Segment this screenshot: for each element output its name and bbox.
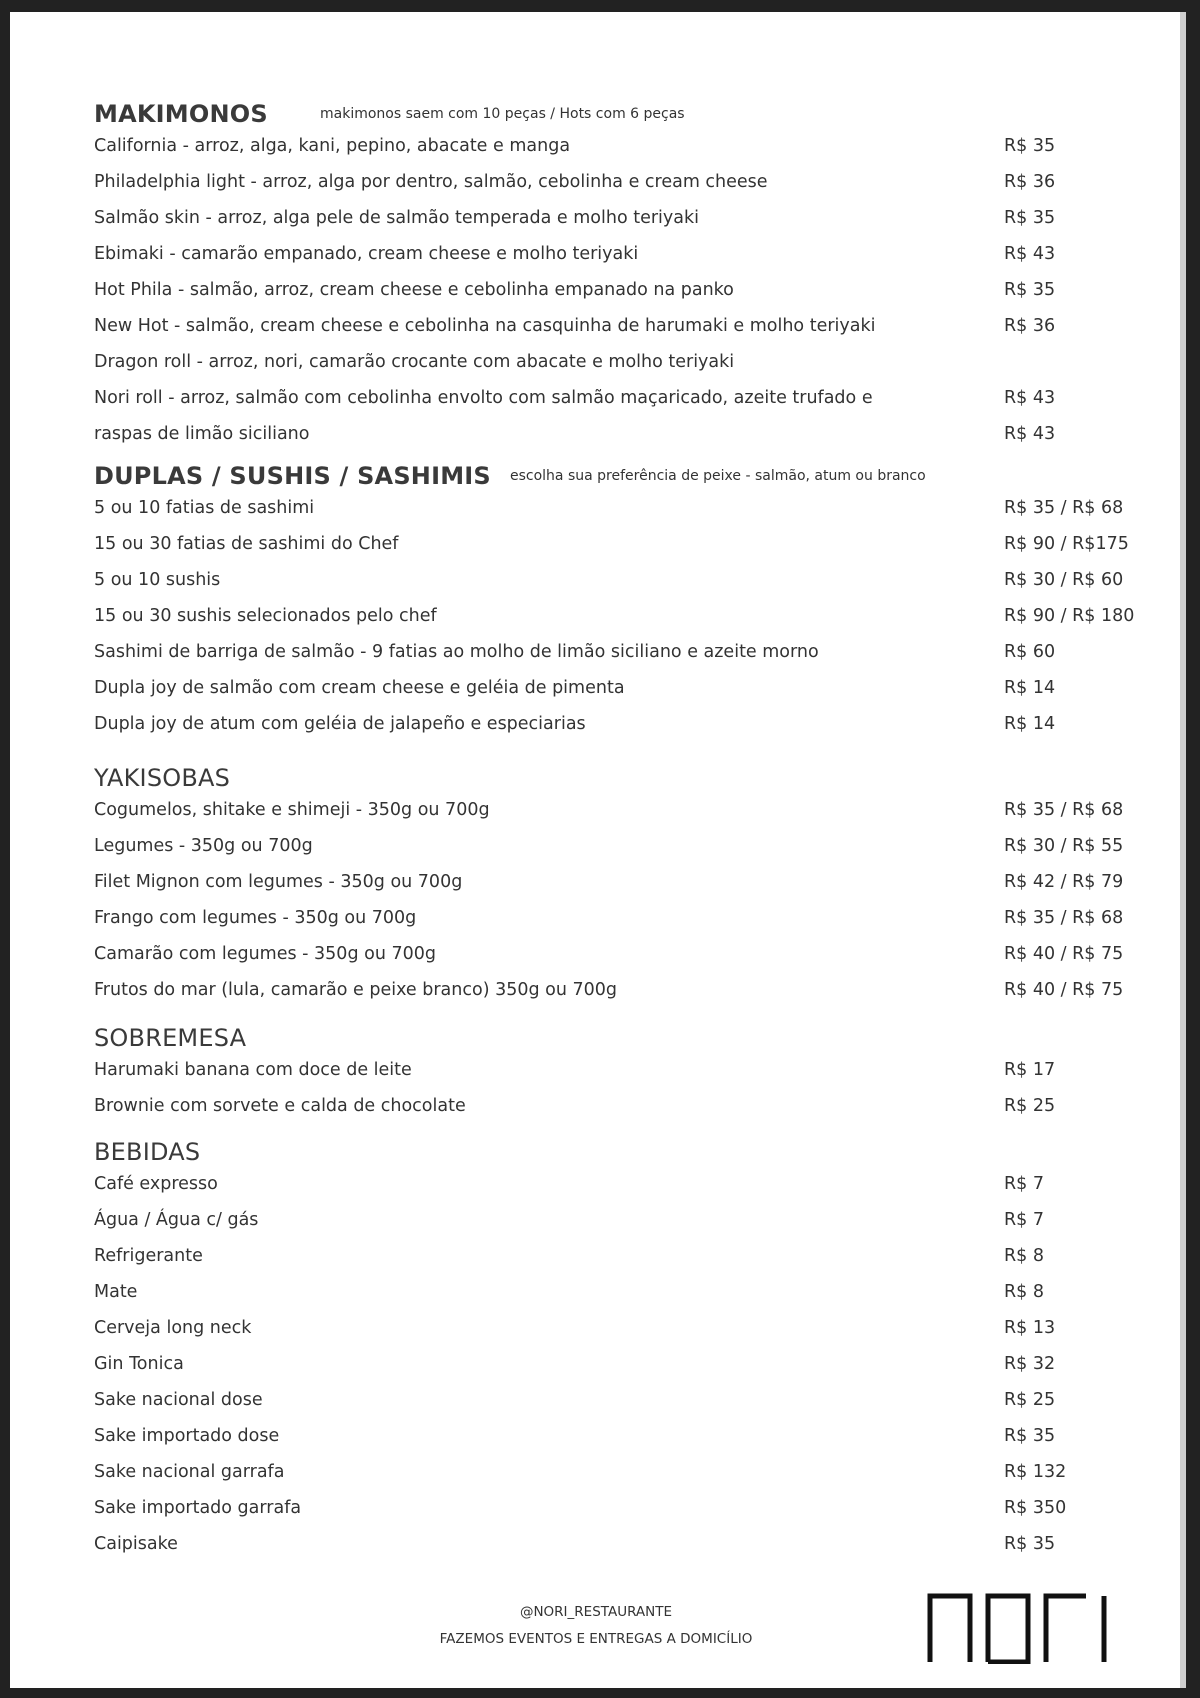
- item-name: Caipisake: [94, 1534, 178, 1554]
- footer-tagline: FAZEMOS EVENTOS E ENTREGAS A DOMICÍLIO: [439, 1631, 753, 1647]
- scrollbar[interactable]: [1180, 12, 1186, 1688]
- item-name: Refrigerante: [94, 1246, 203, 1266]
- item-price: R$ 7: [1004, 1174, 1044, 1194]
- item-name: Cerveja long neck: [94, 1318, 252, 1338]
- item-name: Salmão skin - arroz, alga pele de salmão temperada e molho teriyaki: [94, 208, 699, 228]
- item-price: R$ 43: [1004, 244, 1056, 264]
- item-name: Frango com legumes - 350g ou 700g: [94, 908, 417, 928]
- item-price: R$ 90 / R$ 180: [1004, 606, 1135, 626]
- item-price: R$ 8: [1004, 1246, 1044, 1266]
- item-name: Brownie com sorvete e calda de chocolate: [94, 1096, 466, 1116]
- item-list: [94, 1054, 1184, 1126]
- item-name: 15 ou 30 sushis selecionados pelo chef: [94, 606, 437, 626]
- item-price: R$ 35 / R$ 68: [1004, 800, 1124, 820]
- item-name: Sake importado dose: [94, 1426, 280, 1446]
- item-name: Cogumelos, shitake e shimeji - 350g ou 700g: [94, 800, 490, 820]
- menu-item: [94, 1276, 1184, 1312]
- item-price: R$ 30 / R$ 60: [1004, 570, 1124, 590]
- menu-item: [94, 382, 1184, 418]
- menu-item: [94, 830, 1184, 866]
- item-name: Gin Tonica: [94, 1354, 184, 1374]
- item-price: R$ 25: [1004, 1390, 1056, 1410]
- menu-item: [94, 600, 1184, 636]
- instagram-handle: @NORI_RESTAURANTE: [519, 1604, 673, 1620]
- item-name: Sake nacional dose: [94, 1390, 263, 1410]
- menu-item: [94, 1054, 1184, 1090]
- section-duplas: [94, 458, 1184, 744]
- section-header: [94, 458, 1184, 492]
- item-price: R$ 13: [1004, 1318, 1056, 1338]
- section-header: [94, 1020, 1184, 1054]
- menu-item: [94, 1492, 1184, 1528]
- item-name: Nori roll - arroz, salmão com cebolinha envolto com salmão maçaricado, azeite trufado e: [94, 388, 873, 408]
- item-price: R$ 43: [1004, 424, 1056, 444]
- section-note: makimonos saem com 10 peças / Hots com 6 peças: [320, 106, 685, 122]
- item-price: R$ 60: [1004, 642, 1056, 662]
- menu-item: [94, 1090, 1184, 1126]
- item-name: Água / Água c/ gás: [94, 1210, 259, 1230]
- menu-item: [94, 1528, 1184, 1564]
- section-sobremesa: [94, 1020, 1184, 1126]
- item-list: [94, 1168, 1184, 1564]
- item-price: R$ 42 / R$ 79: [1004, 872, 1124, 892]
- item-name: Dupla joy de salmão com cream cheese e geléia de pimenta: [94, 678, 625, 698]
- section-header: [94, 760, 1184, 794]
- section-header: [94, 1134, 1184, 1168]
- menu-item: [94, 492, 1184, 528]
- item-name: Camarão com legumes - 350g ou 700g: [94, 944, 436, 964]
- item-name: Sashimi de barriga de salmão - 9 fatias ao molho de limão siciliano e azeite morno: [94, 642, 819, 662]
- section-title: YAKISOBAS: [94, 764, 231, 792]
- menu-item: [94, 1168, 1184, 1204]
- menu-item: [94, 528, 1184, 564]
- section-header: [94, 96, 1184, 130]
- section-title: BEBIDAS: [94, 1138, 201, 1166]
- item-name: Dragon roll - arroz, nori, camarão crocante com abacate e molho teriyaki: [94, 352, 735, 372]
- item-name: Café expresso: [94, 1174, 218, 1194]
- item-price: R$ 36: [1004, 316, 1056, 336]
- item-price: R$ 35: [1004, 280, 1056, 300]
- item-price: R$ 14: [1004, 714, 1056, 734]
- item-list: [94, 130, 1184, 454]
- menu-item: [94, 346, 1184, 382]
- item-list: [94, 794, 1184, 1010]
- menu-item: [94, 938, 1184, 974]
- menu-item: [94, 866, 1184, 902]
- menu-item: [94, 974, 1184, 1010]
- menu-item: [94, 1312, 1184, 1348]
- section-note: escolha sua preferência de peixe - salmão, atum ou branco: [510, 468, 926, 484]
- menu-item: [94, 310, 1184, 346]
- menu-item: [94, 130, 1184, 166]
- menu-item: [94, 274, 1184, 310]
- item-name: Mate: [94, 1282, 138, 1302]
- item-price: R$ 14: [1004, 678, 1056, 698]
- item-name: New Hot - salmão, cream cheese e cebolinha na casquinha de harumaki e molho teriyaki: [94, 316, 876, 336]
- menu-item: [94, 564, 1184, 600]
- menu-item: [94, 1456, 1184, 1492]
- item-price: R$ 17: [1004, 1060, 1056, 1080]
- menu-page: [10, 12, 1186, 1688]
- section-title: DUPLAS / SUSHIS / SASHIMIS: [94, 462, 491, 490]
- item-name: California - arroz, alga, kani, pepino, abacate e manga: [94, 136, 571, 156]
- item-price: R$ 35: [1004, 136, 1056, 156]
- section-makimonos: [94, 96, 1184, 454]
- item-name: Dupla joy de atum com geléia de jalapeño e especiarias: [94, 714, 586, 734]
- item-name: 5 ou 10 sushis: [94, 570, 221, 590]
- section-title: SOBREMESA: [94, 1024, 247, 1052]
- menu-item: [94, 1420, 1184, 1456]
- item-name: Filet Mignon com legumes - 350g ou 700g: [94, 872, 463, 892]
- item-price: R$ 8: [1004, 1282, 1044, 1302]
- menu-item: [94, 672, 1184, 708]
- item-name: Sake importado garrafa: [94, 1498, 302, 1518]
- item-price: R$ 40 / R$ 75: [1004, 980, 1124, 1000]
- item-price: R$ 35: [1004, 1534, 1056, 1554]
- section-bebidas: [94, 1134, 1184, 1564]
- item-price: R$ 132: [1004, 1462, 1067, 1482]
- item-list: [94, 492, 1184, 744]
- item-price: R$ 35: [1004, 1426, 1056, 1446]
- item-name: Hot Phila - salmão, arroz, cream cheese e cebolinha empanado na panko: [94, 280, 734, 300]
- item-name: 5 ou 10 fatias de sashimi: [94, 498, 315, 518]
- item-price: R$ 32: [1004, 1354, 1056, 1374]
- item-price: R$ 30 / R$ 55: [1004, 836, 1124, 856]
- nori-logo: [926, 1592, 1126, 1664]
- item-price: R$ 7: [1004, 1210, 1044, 1230]
- item-price: R$ 35: [1004, 208, 1056, 228]
- item-name: Sake nacional garrafa: [94, 1462, 285, 1482]
- menu-item: [94, 1384, 1184, 1420]
- item-price: R$ 36: [1004, 172, 1056, 192]
- item-name: Harumaki banana com doce de leite: [94, 1060, 412, 1080]
- section-title: MAKIMONOS: [94, 100, 268, 128]
- item-name: Ebimaki - camarão empanado, cream cheese e molho teriyaki: [94, 244, 639, 264]
- menu-item: [94, 1240, 1184, 1276]
- item-price: R$ 35 / R$ 68: [1004, 908, 1124, 928]
- item-name: 15 ou 30 fatias de sashimi do Chef: [94, 534, 399, 554]
- item-price: R$ 25: [1004, 1096, 1056, 1116]
- menu-item: [94, 708, 1184, 744]
- item-price: R$ 40 / R$ 75: [1004, 944, 1124, 964]
- item-price: R$ 350: [1004, 1498, 1067, 1518]
- menu-item: [94, 166, 1184, 202]
- item-name: raspas de limão siciliano: [94, 424, 310, 444]
- menu-item: [94, 202, 1184, 238]
- item-name: Legumes - 350g ou 700g: [94, 836, 313, 856]
- item-price: R$ 43: [1004, 388, 1056, 408]
- item-name: Philadelphia light - arroz, alga por dentro, salmão, cebolinha e cream cheese: [94, 172, 768, 192]
- section-yakisobas: [94, 760, 1184, 1010]
- menu-item: [94, 902, 1184, 938]
- menu-item: [94, 1348, 1184, 1384]
- menu-item: [94, 418, 1184, 454]
- item-price: R$ 35 / R$ 68: [1004, 498, 1124, 518]
- menu-item: [94, 1204, 1184, 1240]
- menu-item: [94, 636, 1184, 672]
- item-name: Frutos do mar (lula, camarão e peixe branco) 350g ou 700g: [94, 980, 618, 1000]
- menu-item: [94, 794, 1184, 830]
- item-price: R$ 90 / R$175: [1004, 534, 1129, 554]
- menu-item: [94, 238, 1184, 274]
